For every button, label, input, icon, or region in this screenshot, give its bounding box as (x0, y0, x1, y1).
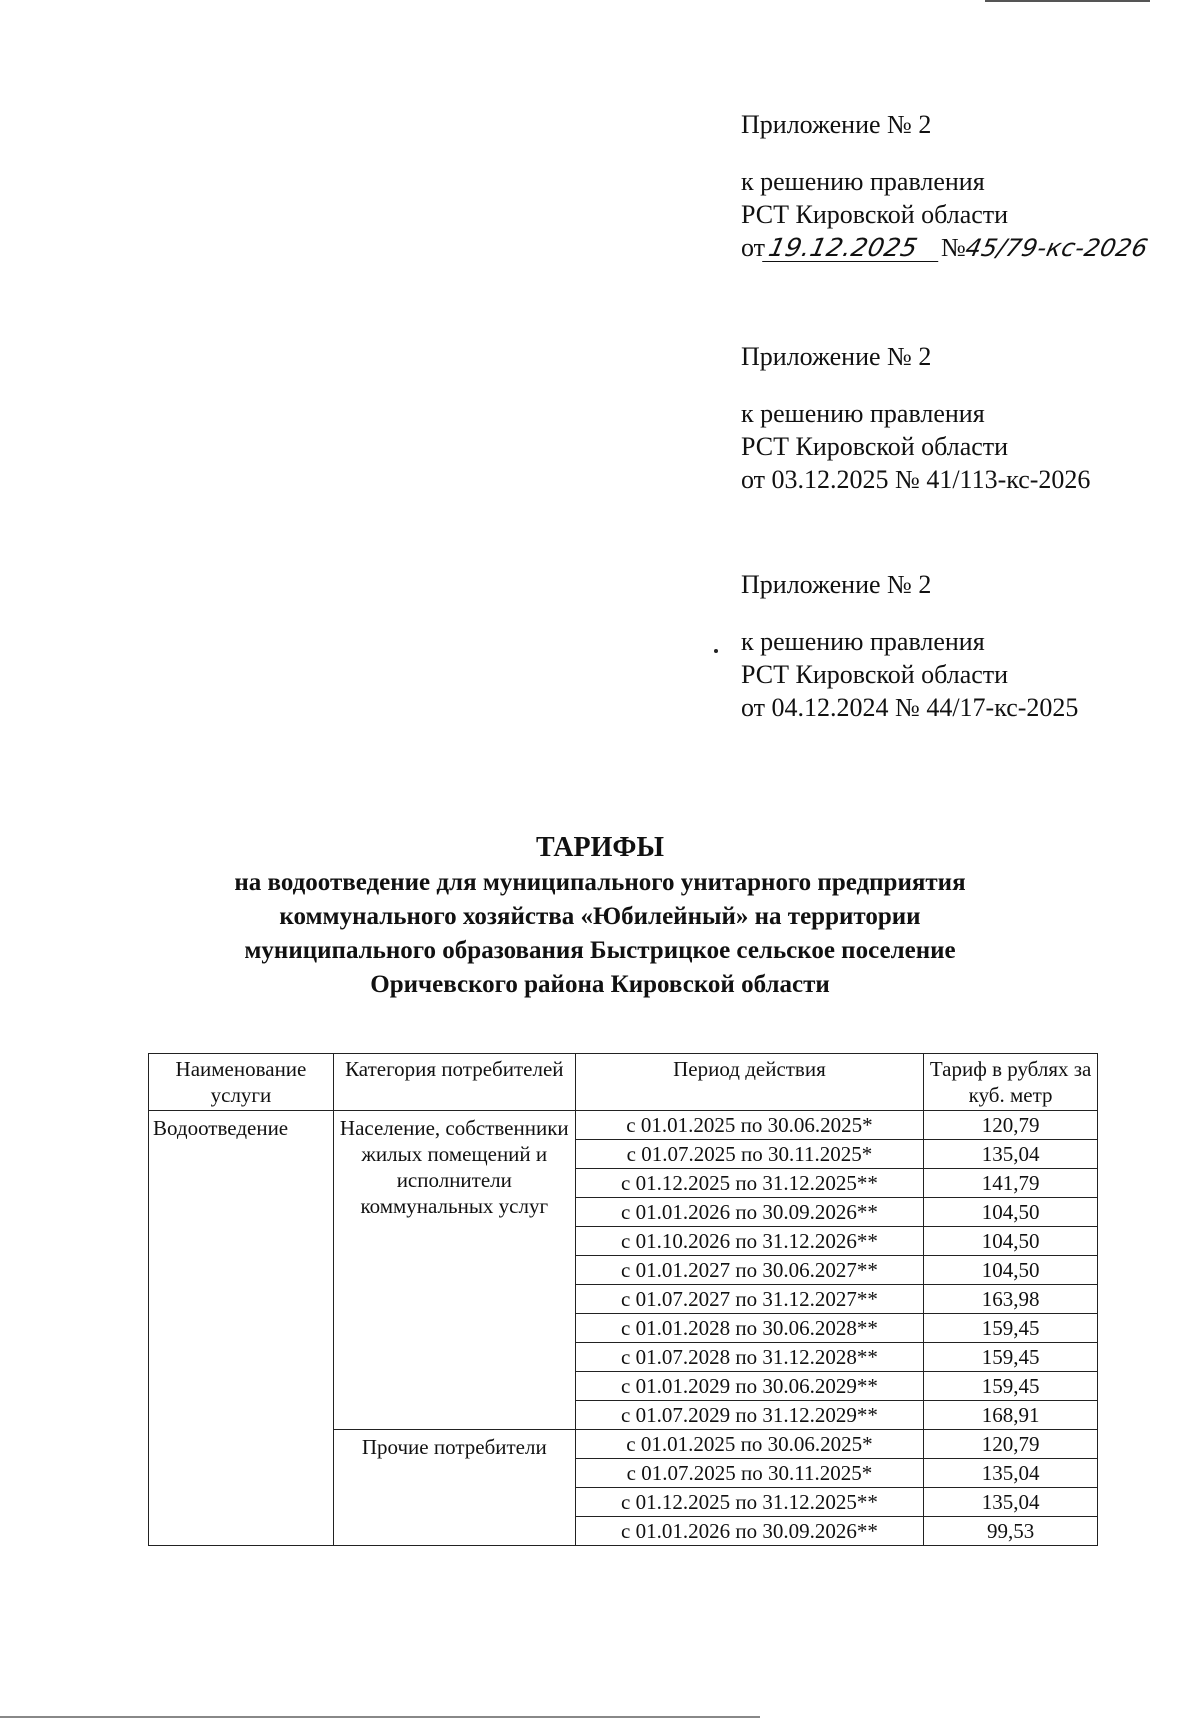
table-header-row (149, 1054, 1098, 1111)
appendix-title: Приложение № 2 (741, 110, 932, 139)
tariff-value-cell: 159,45 (924, 1314, 1098, 1343)
tariff-value-cell: 104,50 (924, 1227, 1098, 1256)
table-row (149, 1111, 1098, 1140)
tariff-value-cell: 120,79 (924, 1111, 1098, 1140)
tariff-value-cell: 135,04 (924, 1140, 1098, 1169)
service-name-cell: Водоотведение (149, 1111, 334, 1546)
tariff-value-cell: 163,98 (924, 1285, 1098, 1314)
consumer-category-cell: Население, собственники жилых помещений и исполнители коммунальных услуг (333, 1111, 575, 1430)
tariff-value-cell: 159,45 (924, 1372, 1098, 1401)
tariff-value-cell: 104,50 (924, 1256, 1098, 1285)
period-cell: с 01.01.2025 по 30.06.2025* (575, 1111, 924, 1140)
scan-speck (714, 649, 718, 653)
appendix-authority-line: РСТ Кировской области (741, 200, 1009, 229)
header-tariff: Тариф в рублях за куб. метр (924, 1054, 1098, 1111)
number-prefix: № (941, 233, 966, 262)
period-cell: с 01.10.2026 по 31.12.2026** (575, 1227, 924, 1256)
appendix-header-1 (741, 108, 1151, 264)
appendix-authority-line: РСТ Кировской области (741, 432, 1009, 461)
period-cell: с 01.01.2028 по 30.06.2028** (575, 1314, 924, 1343)
tariff-value-cell: 120,79 (924, 1430, 1098, 1459)
header-service: Наименование услуги (149, 1054, 334, 1111)
appendix-decision-line: к решению правления (741, 627, 985, 656)
tariff-value-cell: 135,04 (924, 1488, 1098, 1517)
appendix-decision-line: к решению правления (741, 167, 985, 196)
handwritten-number: 45/79-кс-2026 (962, 234, 1151, 262)
consumer-category-cell: Прочие потребители (333, 1430, 575, 1546)
period-cell: с 01.07.2025 по 30.11.2025* (575, 1140, 924, 1169)
document-subtitle-line: муниципального образования Быстрицкое сельское поселение (244, 937, 956, 964)
period-cell: с 01.01.2026 по 30.09.2026** (575, 1517, 924, 1546)
date-prefix: от (741, 233, 766, 262)
period-cell: с 01.07.2027 по 31.12.2027** (575, 1285, 924, 1314)
header-category: Категория потребителей (333, 1054, 575, 1111)
appendix-date-number-line: от 03.12.2025 № 41/113-кс-2026 (741, 465, 1091, 494)
document-title: ТАРИФЫ (536, 832, 664, 863)
period-cell: с 01.01.2025 по 30.06.2025* (575, 1430, 924, 1459)
period-cell: с 01.07.2029 по 31.12.2029** (575, 1401, 924, 1430)
tariff-value-cell: 104,50 (924, 1198, 1098, 1227)
appendix-title: Приложение № 2 (741, 342, 932, 371)
document-subtitle-line: Оричевского района Кировской области (370, 971, 830, 998)
scan-edge-line-top (985, 0, 1150, 2)
tariff-table-body (149, 1111, 1098, 1546)
period-cell: с 01.01.2029 по 30.06.2029** (575, 1372, 924, 1401)
header-period: Период действия (575, 1054, 924, 1111)
document-subtitle-line: коммунального хозяйства «Юбилейный» на территории (279, 903, 921, 930)
appendix-date-number-line (741, 231, 1151, 264)
appendix-authority-line: РСТ Кировской области (741, 660, 1009, 689)
tariff-value-cell: 168,91 (924, 1401, 1098, 1430)
period-cell: с 01.01.2027 по 30.06.2027** (575, 1256, 924, 1285)
period-cell: с 01.12.2025 по 31.12.2025** (575, 1488, 924, 1517)
period-cell: с 01.12.2025 по 31.12.2025** (575, 1169, 924, 1198)
period-cell: с 01.07.2025 по 30.11.2025* (575, 1459, 924, 1488)
tariff-value-cell: 141,79 (924, 1169, 1098, 1198)
tariff-table (148, 1053, 1098, 1546)
tariff-value-cell: 159,45 (924, 1343, 1098, 1372)
tariff-value-cell: 135,04 (924, 1459, 1098, 1488)
document-heading (120, 830, 1080, 1002)
tariff-value-cell: 99,53 (924, 1517, 1098, 1546)
period-cell: с 01.07.2028 по 31.12.2028** (575, 1343, 924, 1372)
appendix-date-number-line: от 04.12.2024 № 44/17-кс-2025 (741, 693, 1079, 722)
appendix-header-2 (741, 340, 1090, 496)
appendix-header-3 (741, 568, 1078, 724)
scan-edge-line-bottom (0, 1716, 760, 1718)
handwritten-date: 19.12.2025 (762, 235, 944, 262)
appendix-decision-line: к решению правления (741, 399, 985, 428)
period-cell: с 01.01.2026 по 30.09.2026** (575, 1198, 924, 1227)
appendix-title: Приложение № 2 (741, 570, 932, 599)
document-subtitle-line: на водоотведение для муниципального унитарного предприятия (234, 869, 966, 896)
